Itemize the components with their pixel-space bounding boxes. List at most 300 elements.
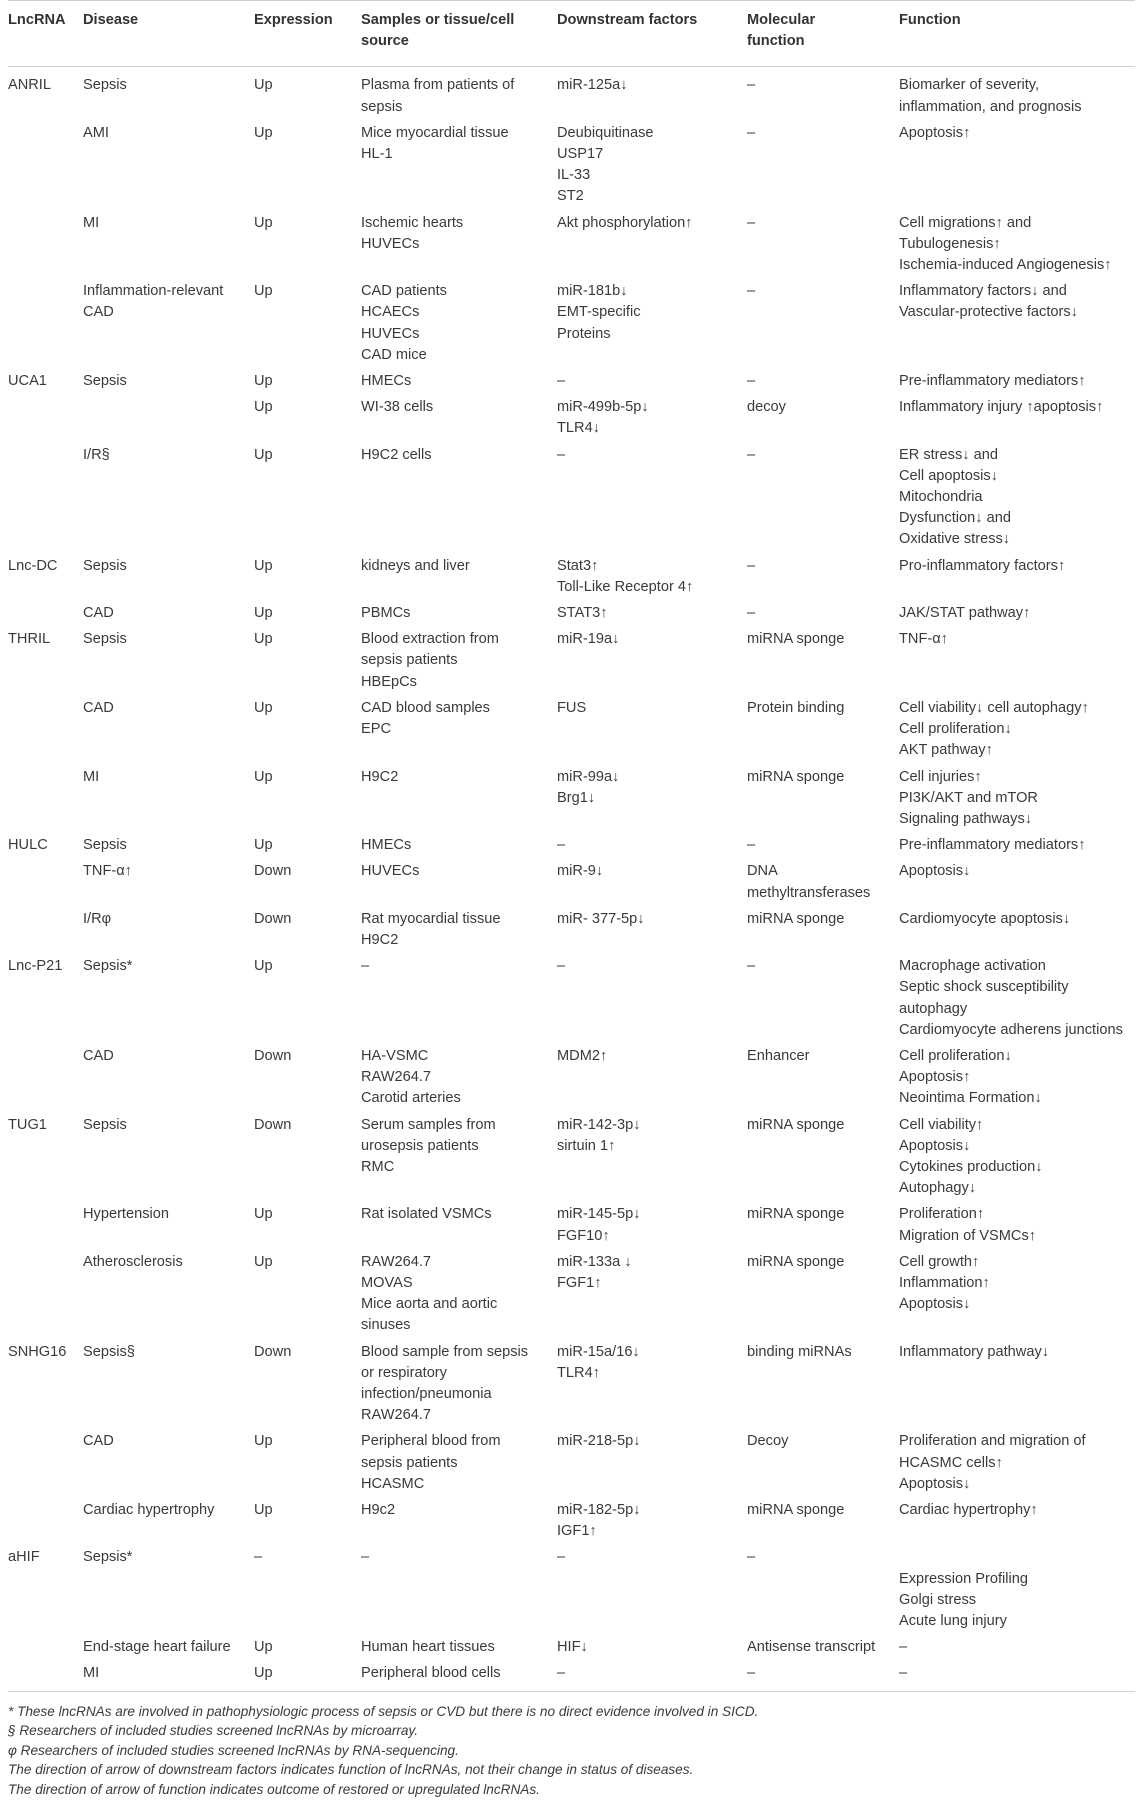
cell-text: Apoptosis↓ <box>899 1296 971 1313</box>
table-row <box>8 368 1135 394</box>
table-row <box>8 1249 1135 1339</box>
cell-text: – <box>747 77 756 94</box>
cell-text: Rat myocardial tissue <box>361 910 501 927</box>
cell-text: CAD <box>83 304 114 321</box>
cell-function <box>899 626 1135 695</box>
header-samples <box>361 1 557 67</box>
cell-lncrna <box>8 1201 83 1248</box>
cell-downstream-factors <box>557 1544 747 1634</box>
cell-samples <box>361 442 557 553</box>
cell-molecular-function <box>747 1201 899 1248</box>
cell-text: Sepsis <box>83 77 127 94</box>
cell-text: MOVAS <box>361 1274 413 1291</box>
cell-function <box>899 210 1135 279</box>
cell-text: Autophagy↓ <box>899 1180 977 1197</box>
cell-samples <box>361 1043 557 1112</box>
cell-downstream-factors <box>557 1497 747 1544</box>
cell-lncrna <box>8 906 83 953</box>
cell-text: HA-VSMC <box>361 1047 429 1064</box>
cell-molecular-function <box>747 553 899 600</box>
cell-text: Blood extraction from <box>361 631 499 648</box>
cell-text: End-stage heart failure <box>83 1639 231 1656</box>
cell-downstream-factors <box>557 1428 747 1497</box>
cell-molecular-function <box>747 67 899 120</box>
table-row <box>8 1201 1135 1248</box>
cell-molecular-function <box>747 120 899 210</box>
cell-text: Signaling pathways↓ <box>899 810 1033 827</box>
cell-lncrna <box>8 858 83 905</box>
cell-text: Mitochondria <box>899 489 983 506</box>
cell-text: Neointima Formation↓ <box>899 1090 1042 1107</box>
cell-text: Up <box>254 283 273 300</box>
cell-disease <box>83 210 254 279</box>
cell-lncrna <box>8 832 83 858</box>
cell-samples <box>361 210 557 279</box>
header-text: Function <box>899 12 961 28</box>
cell-samples <box>361 553 557 600</box>
cell-text: miRNA sponge <box>747 768 845 785</box>
cell-samples <box>361 906 557 953</box>
cell-downstream-factors <box>557 906 747 953</box>
cell-molecular-function <box>747 858 899 905</box>
cell-text: Up <box>254 631 273 648</box>
cell-expression <box>254 858 361 905</box>
cell-text: CAD <box>83 1433 114 1450</box>
cell-text: Decoy <box>747 1433 789 1450</box>
table-row <box>8 1544 1135 1634</box>
cell-text: miR-499b-5p↓ <box>557 399 649 416</box>
cell-text: HCASMC <box>361 1475 425 1492</box>
cell-text: HUVECs <box>361 325 420 342</box>
table-row <box>8 67 1135 120</box>
cell-molecular-function <box>747 953 899 1043</box>
cell-text: HBEpCs <box>361 673 417 690</box>
cell-text: inflammation, and prognosis <box>899 98 1082 115</box>
cell-disease <box>83 553 254 600</box>
cell-text: miR-19a↓ <box>557 631 620 648</box>
cell-text: miR-181b↓ <box>557 283 628 300</box>
table-row <box>8 278 1135 368</box>
cell-text: HMECs <box>361 373 412 390</box>
cell-text: FGF10↑ <box>557 1227 610 1244</box>
table-row <box>8 394 1135 441</box>
header-row <box>8 1 1135 67</box>
cell-text: miR-9↓ <box>557 863 604 880</box>
cell-lncrna <box>8 626 83 695</box>
cell-text: RAW264.7 <box>361 1253 432 1270</box>
cell-text: Protein binding <box>747 699 845 716</box>
cell-text: IL-33 <box>557 167 591 184</box>
cell-function <box>899 442 1135 553</box>
cell-text: HUVECs <box>361 863 420 880</box>
cell-molecular-function <box>747 832 899 858</box>
cell-text: CAD patients <box>361 283 447 300</box>
cell-downstream-factors <box>557 1634 747 1660</box>
cell-text: Apoptosis↑ <box>899 124 971 141</box>
cell-disease <box>83 120 254 210</box>
cell-samples <box>361 278 557 368</box>
table-row <box>8 695 1135 764</box>
cell-text: HMECs <box>361 837 412 854</box>
cell-lncrna <box>8 394 83 441</box>
cell-text: H9C2 cells <box>361 446 432 463</box>
footnote: § Researchers of included studies screened lncRNAs by microarray. <box>8 1723 419 1739</box>
cell-text: Proteins <box>557 325 611 342</box>
cell-expression <box>254 1544 361 1634</box>
cell-text: miR-15a/16↓ <box>557 1343 640 1360</box>
cell-molecular-function <box>747 210 899 279</box>
cell-expression <box>254 1249 361 1339</box>
cell-text: EMT-specific <box>557 304 641 321</box>
cell-disease <box>83 1634 254 1660</box>
cell-text: Sepsis* <box>83 1549 133 1566</box>
cell-downstream-factors <box>557 210 747 279</box>
cell-text: TLR4↓ <box>557 420 600 437</box>
cell-text: Up <box>254 1665 273 1682</box>
footnote: The direction of arrow of downstream factors indicates function of lncRNAs, not their change in status of diseases. <box>8 1762 694 1778</box>
cell-molecular-function <box>747 1544 899 1634</box>
cell-text <box>899 1547 1129 1568</box>
cell-text: Vascular-protective factors↓ <box>899 304 1078 321</box>
cell-text: RMC <box>361 1158 395 1175</box>
cell-text: Sepsis <box>83 631 127 648</box>
table-body <box>8 67 1135 1691</box>
cell-disease <box>83 1112 254 1202</box>
cell-disease <box>83 1201 254 1248</box>
cell-molecular-function <box>747 1339 899 1429</box>
cell-text: Blood sample from sepsis <box>361 1343 529 1360</box>
cell-expression <box>254 394 361 441</box>
cell-text: miRNA sponge <box>747 1116 845 1133</box>
cell-molecular-function <box>747 368 899 394</box>
cell-text: MI <box>83 768 100 785</box>
cell-text: Peripheral blood cells <box>361 1665 501 1682</box>
cell-expression <box>254 1112 361 1202</box>
cell-text: miR-142-3p↓ <box>557 1116 641 1133</box>
cell-text: Plasma from patients of <box>361 77 515 94</box>
cell-text: HL-1 <box>361 146 393 163</box>
cell-text: Sepsis <box>83 1116 127 1133</box>
cell-text: Akt phosphorylation↑ <box>557 214 693 231</box>
cell-text: Golgi stress <box>899 1591 977 1608</box>
cell-disease <box>83 626 254 695</box>
header-text: Molecular <box>747 12 816 28</box>
cell-text: WI-38 cells <box>361 399 434 416</box>
cell-function <box>899 1339 1135 1429</box>
cell-text: Up <box>254 373 273 390</box>
cell-text: Up <box>254 1433 273 1450</box>
cell-text: SNHG16 <box>8 1343 67 1360</box>
cell-samples <box>361 953 557 1043</box>
cell-text: MI <box>83 214 100 231</box>
header-expression <box>254 1 361 67</box>
cell-function <box>899 858 1135 905</box>
cell-text: Rat isolated VSMCs <box>361 1206 492 1223</box>
cell-text: Macrophage activation <box>899 958 1046 975</box>
cell-expression <box>254 278 361 368</box>
table-row <box>8 442 1135 553</box>
cell-expression <box>254 1043 361 1112</box>
cell-expression <box>254 906 361 953</box>
cell-text: Migration of VSMCs↑ <box>899 1227 1037 1244</box>
cell-text: Apoptosis↓ <box>899 1137 971 1154</box>
cell-function <box>899 953 1135 1043</box>
table-row <box>8 210 1135 279</box>
table-row <box>8 1634 1135 1660</box>
cell-text: Up <box>254 214 273 231</box>
cell-text: Up <box>254 1206 273 1223</box>
cell-downstream-factors <box>557 695 747 764</box>
cell-text: ANRIL <box>8 77 51 94</box>
cell-text: – <box>557 958 566 975</box>
cell-disease <box>83 394 254 441</box>
cell-disease <box>83 442 254 553</box>
cell-samples <box>361 1249 557 1339</box>
cell-text: Cardiomyocyte apoptosis↓ <box>899 910 1071 927</box>
cell-text: or respiratory <box>361 1364 447 1381</box>
cell-text: Biomarker of severity, <box>899 77 1040 94</box>
cell-text: kidneys and liver <box>361 557 470 574</box>
cell-text: IGF1↑ <box>557 1523 597 1540</box>
cell-downstream-factors <box>557 1112 747 1202</box>
cell-samples <box>361 67 557 120</box>
cell-text: Up <box>254 768 273 785</box>
cell-text: RAW264.7 <box>361 1407 432 1424</box>
cell-text: Peripheral blood from <box>361 1433 501 1450</box>
cell-text: Pro-inflammatory factors↑ <box>899 557 1066 574</box>
cell-text: H9C2 <box>361 931 399 948</box>
cell-text: Up <box>254 699 273 716</box>
cell-text: TNF-α↑ <box>899 631 948 648</box>
cell-text: Inflammatory injury ↑apoptosis↑ <box>899 399 1104 416</box>
cell-text: aHIF <box>8 1549 40 1566</box>
cell-expression <box>254 553 361 600</box>
cell-disease <box>83 695 254 764</box>
header-lncrna <box>8 1 83 67</box>
footnotes <box>8 1702 1135 1800</box>
cell-lncrna <box>8 67 83 120</box>
cell-text: – <box>747 1665 756 1682</box>
cell-molecular-function <box>747 1634 899 1660</box>
cell-text: Septic shock susceptibility <box>899 979 1069 996</box>
cell-text: Down <box>254 863 292 880</box>
header-text: Expression <box>254 12 333 28</box>
cell-function <box>899 1428 1135 1497</box>
cell-lncrna <box>8 953 83 1043</box>
cell-function <box>899 1544 1135 1634</box>
cell-text: – <box>747 1549 756 1566</box>
cell-text: PI3K/AKT and mTOR <box>899 789 1038 806</box>
cell-molecular-function <box>747 1043 899 1112</box>
cell-samples <box>361 1428 557 1497</box>
cell-text: Up <box>254 557 273 574</box>
cell-molecular-function <box>747 1249 899 1339</box>
cell-text: Cardiac hypertrophy <box>83 1502 215 1518</box>
cell-text: Deubiquitinase <box>557 124 654 141</box>
cell-text: HCASMC cells↑ <box>899 1454 1003 1471</box>
cell-text: Acute lung injury <box>899 1613 1007 1630</box>
cell-text: H9c2 <box>361 1502 396 1518</box>
cell-text: miRNA sponge <box>747 631 845 648</box>
table-row <box>8 600 1135 626</box>
cell-text: – <box>747 958 756 975</box>
table-row <box>8 1339 1135 1429</box>
cell-text: DNA <box>747 863 778 880</box>
cell-text: Enhancer <box>747 1047 810 1064</box>
cell-downstream-factors <box>557 832 747 858</box>
cell-text: Cell growth↑ <box>899 1253 980 1270</box>
table-row <box>8 553 1135 600</box>
cell-lncrna <box>8 1497 83 1544</box>
cell-disease <box>83 906 254 953</box>
table-row <box>8 1660 1135 1691</box>
cell-disease <box>83 858 254 905</box>
cell-text: USP17 <box>557 146 604 163</box>
cell-text: Cytokines production↓ <box>899 1158 1043 1175</box>
cell-downstream-factors <box>557 953 747 1043</box>
cell-molecular-function <box>747 695 899 764</box>
cell-text: CAD <box>83 605 114 622</box>
cell-text: Cell viability↑ <box>899 1116 984 1133</box>
cell-disease <box>83 1339 254 1429</box>
cell-text: – <box>899 1639 908 1656</box>
cell-text: CAD blood samples <box>361 699 490 716</box>
cell-text: Sepsis§ <box>83 1343 135 1360</box>
cell-function <box>899 764 1135 833</box>
cell-text: I/Rφ <box>83 910 112 927</box>
cell-function <box>899 695 1135 764</box>
cell-text: – <box>557 1549 566 1566</box>
cell-expression <box>254 67 361 120</box>
cell-text: – <box>747 605 756 622</box>
cell-text: HIF↓ <box>557 1639 588 1656</box>
cell-expression <box>254 764 361 833</box>
cell-function <box>899 368 1135 394</box>
cell-disease <box>83 1428 254 1497</box>
cell-function <box>899 278 1135 368</box>
cell-samples <box>361 832 557 858</box>
cell-downstream-factors <box>557 67 747 120</box>
cell-text: sinuses <box>361 1317 411 1334</box>
cell-molecular-function <box>747 764 899 833</box>
cell-text: miRNA sponge <box>747 910 845 927</box>
cell-text: – <box>557 837 566 854</box>
cell-lncrna <box>8 764 83 833</box>
cell-text: Mice myocardial tissue <box>361 124 509 141</box>
cell-molecular-function <box>747 906 899 953</box>
cell-text: Ischemic hearts <box>361 214 464 231</box>
cell-samples <box>361 368 557 394</box>
table-row <box>8 764 1135 833</box>
cell-text: Cell viability↓ cell autophagy↑ <box>899 699 1089 716</box>
cell-function <box>899 120 1135 210</box>
cell-samples <box>361 626 557 695</box>
header-molecular-function <box>747 1 899 67</box>
cell-text: – <box>747 557 756 574</box>
cell-text: Pre-inflammatory mediators↑ <box>899 837 1086 854</box>
cell-text: Toll-Like Receptor 4↑ <box>557 578 694 595</box>
cell-text: AKT pathway↑ <box>899 742 993 759</box>
table-row <box>8 1112 1135 1202</box>
cell-text: TNF-α↑ <box>83 863 132 880</box>
cell-downstream-factors <box>557 394 747 441</box>
cell-samples <box>361 120 557 210</box>
cell-text: Up <box>254 605 273 622</box>
cell-text: Up <box>254 124 273 141</box>
cell-lncrna <box>8 368 83 394</box>
cell-text: – <box>254 1549 263 1566</box>
cell-text: methyltransferases <box>747 884 871 901</box>
cell-text: Proliferation↑ <box>899 1206 985 1223</box>
cell-text: – <box>361 958 370 975</box>
cell-lncrna <box>8 1339 83 1429</box>
cell-function <box>899 600 1135 626</box>
cell-text: Inflammation-relevant <box>83 283 224 300</box>
cell-text: PBMCs <box>361 605 411 622</box>
cell-text: Expression Profiling <box>899 1570 1028 1587</box>
cell-function <box>899 1112 1135 1202</box>
cell-text: THRIL <box>8 631 51 648</box>
cell-text: AMI <box>83 124 109 141</box>
cell-text: UCA1 <box>8 373 47 390</box>
cell-text: Sepsis <box>83 557 127 574</box>
cell-samples <box>361 1497 557 1544</box>
cell-expression <box>254 600 361 626</box>
cell-text: urosepsis patients <box>361 1137 479 1154</box>
cell-expression <box>254 120 361 210</box>
cell-text: TLR4↑ <box>557 1364 600 1381</box>
cell-text: – <box>557 446 566 463</box>
cell-molecular-function <box>747 394 899 441</box>
cell-expression <box>254 1339 361 1429</box>
header-text: function <box>747 33 805 50</box>
cell-text: Cell apoptosis↓ <box>899 467 998 484</box>
cell-lncrna <box>8 1249 83 1339</box>
cell-downstream-factors <box>557 1249 747 1339</box>
cell-text: Lnc-DC <box>8 557 58 574</box>
cell-lncrna <box>8 553 83 600</box>
cell-text: Apoptosis↓ <box>899 1475 971 1492</box>
cell-lncrna <box>8 1428 83 1497</box>
cell-text: EPC <box>361 721 392 738</box>
cell-text: Brg1↓ <box>557 789 596 806</box>
cell-disease <box>83 1497 254 1544</box>
table-row <box>8 1497 1135 1544</box>
cell-text: TUG1 <box>8 1116 47 1133</box>
table-row <box>8 1428 1135 1497</box>
cell-expression <box>254 442 361 553</box>
header-text: Samples or tissue/cell <box>361 12 515 28</box>
cell-text: Ischemia-induced Angiogenesis↑ <box>899 257 1112 274</box>
cell-expression <box>254 953 361 1043</box>
cell-text: Cell proliferation↓ <box>899 721 1012 738</box>
cell-text: Up <box>254 1502 273 1518</box>
cell-function <box>899 1660 1135 1691</box>
cell-samples <box>361 1339 557 1429</box>
cell-text: – <box>747 373 756 390</box>
cell-text: miR- 377-5p↓ <box>557 910 645 927</box>
cell-expression <box>254 695 361 764</box>
cell-disease <box>83 1660 254 1691</box>
cell-text: H9C2 <box>361 768 399 785</box>
cell-text: – <box>747 283 756 300</box>
cell-text: – <box>557 1665 566 1682</box>
cell-samples <box>361 1201 557 1248</box>
cell-text: CAD mice <box>361 346 427 363</box>
cell-text: Tubulogenesis↑ <box>899 235 1001 252</box>
cell-text: Carotid arteries <box>361 1090 461 1107</box>
cell-text: – <box>747 214 756 231</box>
